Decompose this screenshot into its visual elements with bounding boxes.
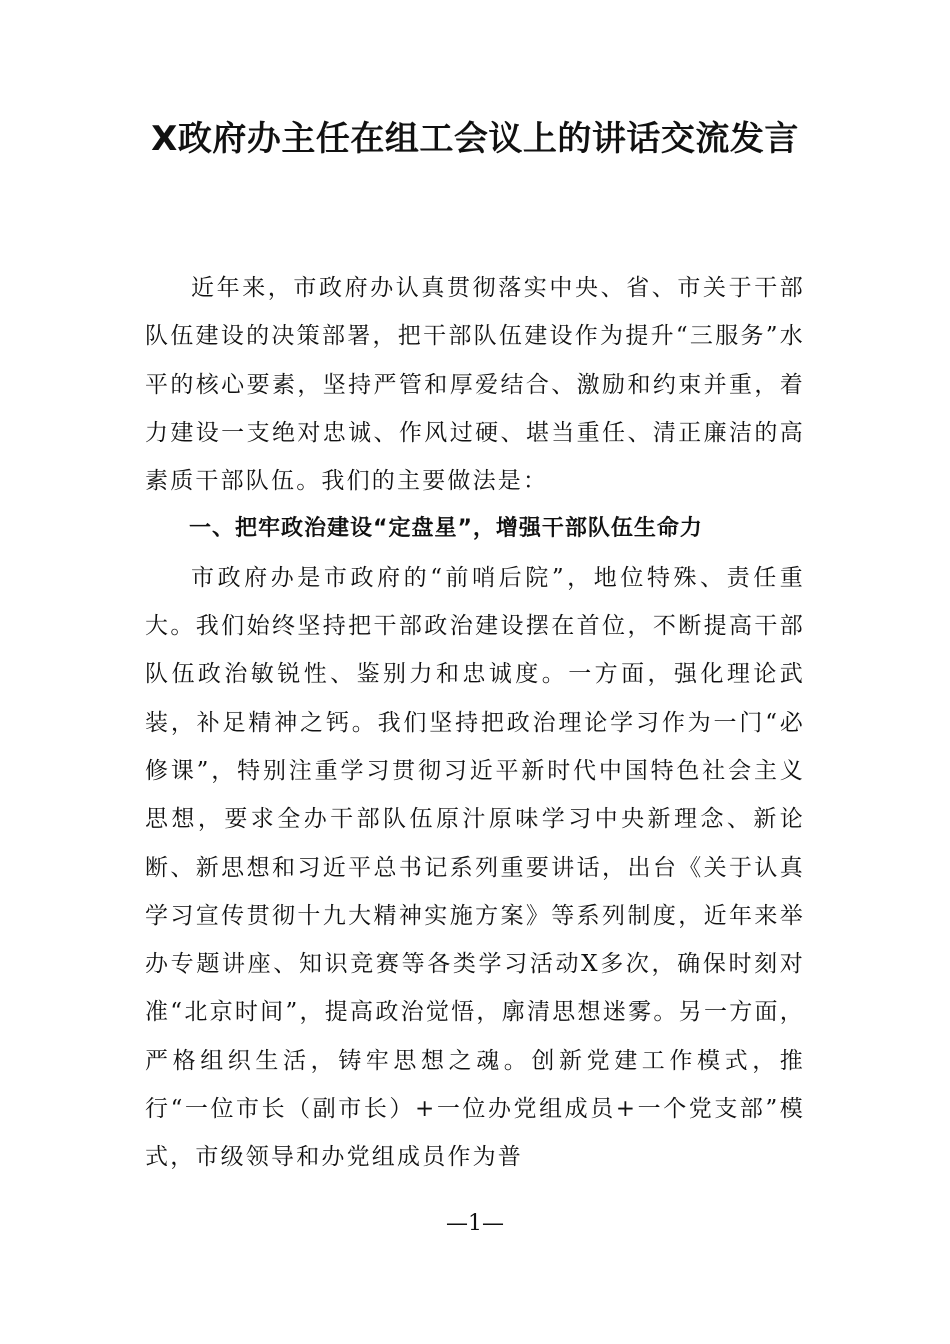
body-paragraph: 市政府办是市政府的“前哨后院”，地位特殊、责任重大。我们始终坚持把干部政治建设摆在首位，不断提高干部队伍政治敏锐性、鉴别力和忠诚度。一方面，强化理论武装，补足精神之钙。我们坚持把政治理论学习作为一门“必修课”，特别注重学习贯彻习近平新时代中国特色社会主义思想，要求全办干部队伍原汁原味学习中央新理念、新论断、新思想和习近平总书记系列重要讲话，出台《关于认真学习宣传贯彻十九大精神实施方案》等系列制度，近年来举办专题讲座、知识竞赛等各类学习活动X多次，确保时刻对准“北京时间”，提高政治觉悟，廓清思想迷雾。另一方面，严格组织生活，铸牢思想之魂。创新党建工作模式，推行“一位市长（副市长）+一位办党组成员+一个党支部”模式，市级领导和办党组成员作为普: [145, 564, 805, 1171]
document-body: [145, 264, 805, 1182]
intro-paragraph: 近年来，市政府办认真贯彻落实中央、省、市关于干部队伍建设的决策部署，把干部队伍建设作为提升“三服务”水平的核心要素，坚持严管和厚爱结合、激励和约束并重，着力建设一支绝对忠诚、作风过硬、堪当重任、清正廉洁的高素质干部队伍。我们的主要做法是：: [145, 275, 805, 495]
section-heading: 一、把牢政治建设“定盘星”，增强干部队伍生命力: [189, 516, 703, 542]
document-title: X政府办主任在组工会议上的讲话交流发言: [151, 119, 799, 159]
page-number: —1—: [446, 1211, 504, 1236]
